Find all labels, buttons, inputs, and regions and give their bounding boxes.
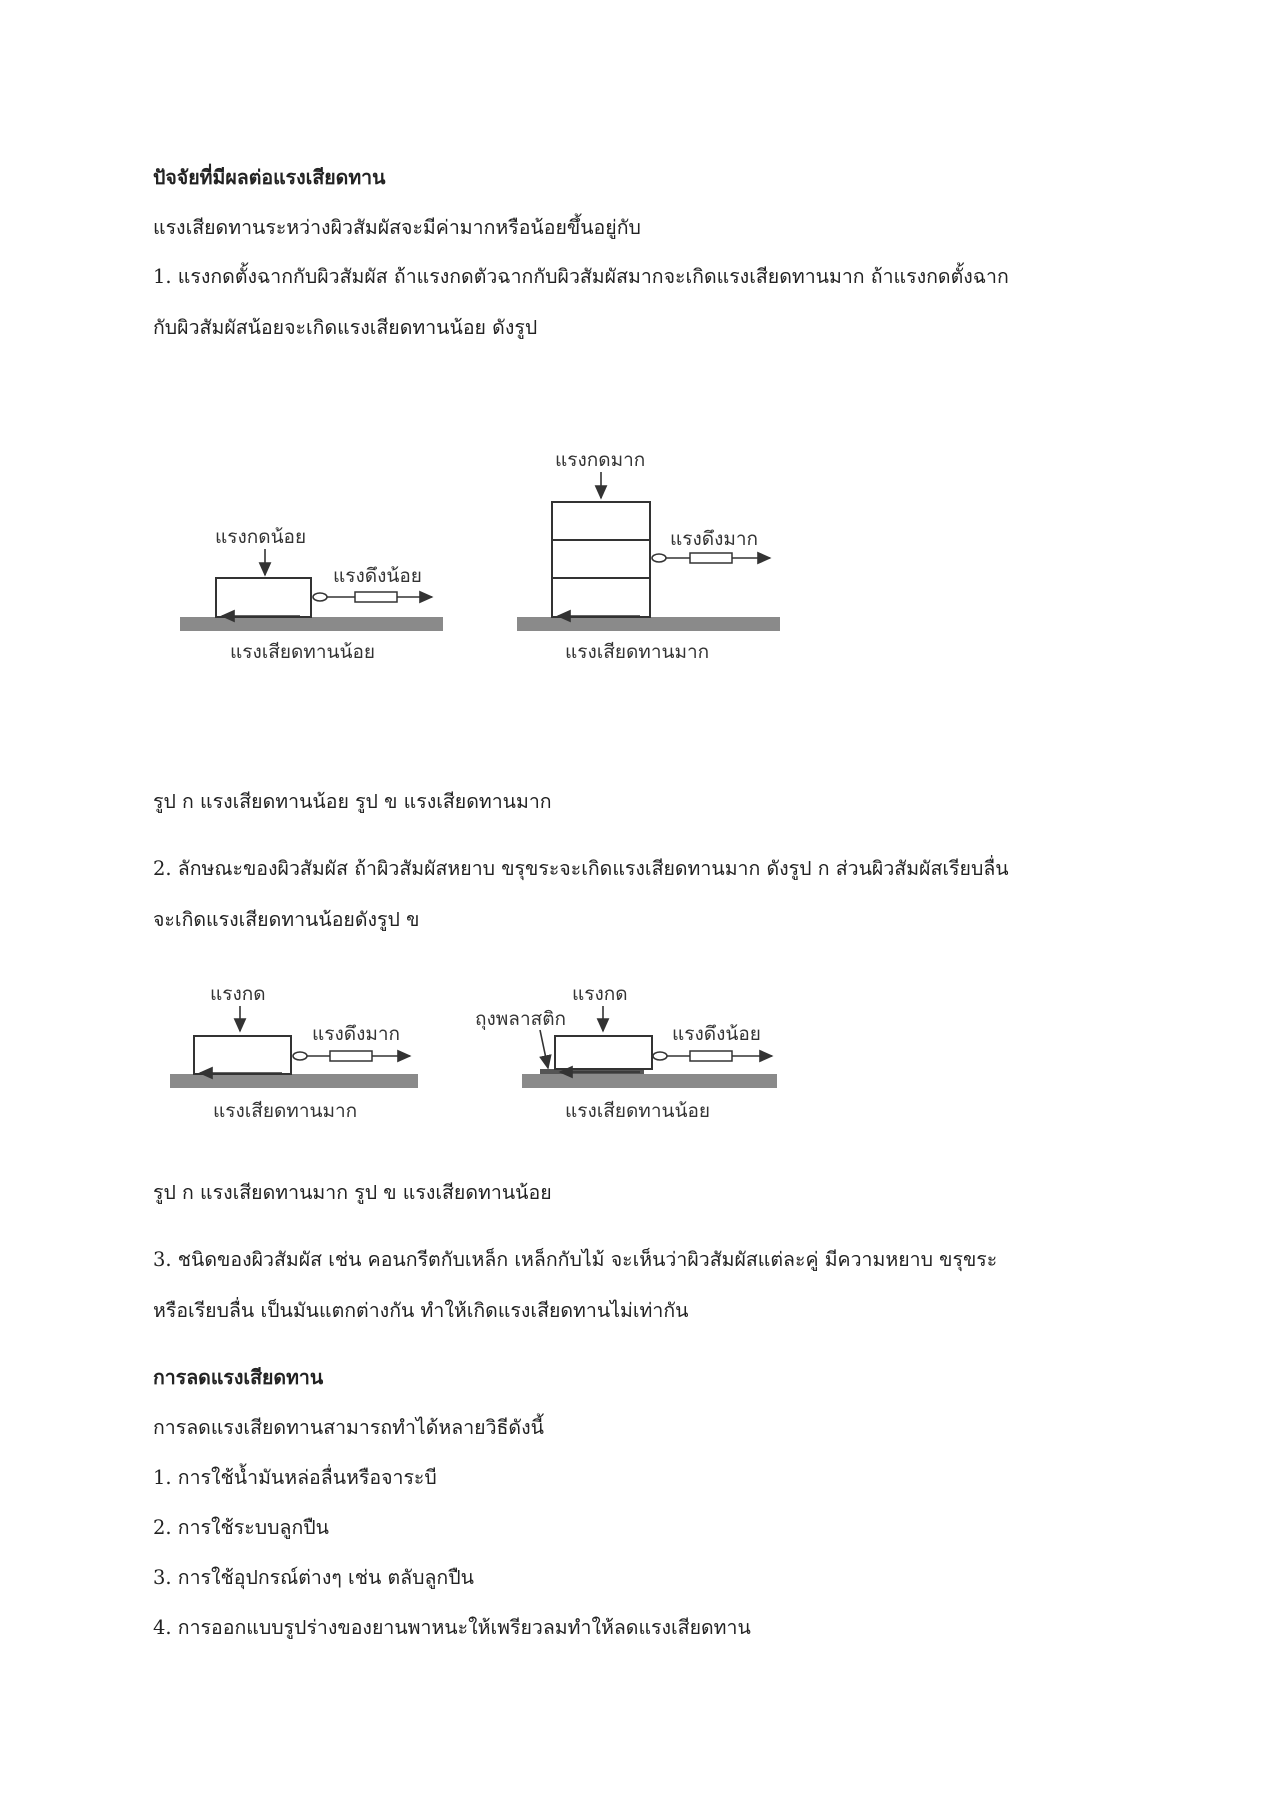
label-pull-small: แรงดึงน้อย — [333, 565, 422, 587]
ground-right — [517, 617, 780, 631]
item-3-line-1: 3. ชนิดของผิวสัมผัส เช่น คอนกรีตกับเหล็ก เหล็กกับไม้ จะเห็นว่าผิวสัมผัสแต่ละคู่ มีความหยาบ ขรุขระ — [153, 1248, 998, 1271]
item-1-line-1: 1. แรงกดตั้งฉากกับผิวสัมผัส ถ้าแรงกดตัวฉากกับผิวสัมผัสมากจะเกิดแรงเสียดทานมาก ถ้าแรงกดตั้งฉาก — [153, 265, 1009, 288]
caption-figure-2: รูป ก แรงเสียดทานมาก รูป ข แรงเสียดทานน้อย — [153, 1181, 552, 1204]
spring-scale-smooth — [653, 1051, 772, 1061]
spring-scale-rough — [293, 1051, 410, 1061]
ground-left — [180, 617, 443, 631]
block-left — [216, 578, 311, 617]
figure-2-surface-type — [0, 975, 1273, 1135]
section-2-intro: การลดแรงเสียดทานสามารถทำได้หลายวิธีดังนี้ — [153, 1416, 544, 1439]
label-friction-large: แรงเสียดทานมาก — [565, 641, 710, 663]
section-heading-reduce: การลดแรงเสียดทาน — [153, 1366, 324, 1389]
label-press-large: แรงกดมาก — [555, 449, 646, 471]
reduce-item-2: 2. การใช้ระบบลูกปืน — [153, 1516, 329, 1539]
reduce-item-1: 1. การใช้น้ำมันหล่อลื่นหรือจาระบี — [153, 1466, 437, 1489]
label-friction-small-2: แรงเสียดทานน้อย — [565, 1100, 711, 1122]
label-plastic-bag: ถุงพลาสติก — [475, 1008, 567, 1030]
reduce-item-4: 4. การออกแบบรูปร่างของยานพาหนะให้เพรียวลมทำให้ลดแรงเสียดทาน — [153, 1616, 751, 1639]
section-intro: แรงเสียดทานระหว่างผิวสัมผัสจะมีค่ามากหรือน้อยขึ้นอยู่กับ — [153, 216, 641, 239]
stacked-blocks — [552, 502, 650, 617]
label-pull-small-2: แรงดึงน้อย — [672, 1023, 761, 1045]
bag-pointer-arrow — [540, 1030, 548, 1068]
spring-scale-right — [652, 553, 770, 563]
ground-rough — [170, 1074, 418, 1088]
spring-scale-left — [313, 592, 432, 602]
item-2-line-1: 2. ลักษณะของผิวสัมผัส ถ้าผิวสัมผัสหยาบ ขรุขระจะเกิดแรงเสียดทานมาก ดังรูป ก ส่วนผิวสัมผัสเรียบลื่น — [153, 857, 1009, 880]
label-press-left: แรงกด — [210, 983, 266, 1005]
block-rough — [194, 1036, 291, 1074]
label-press-right: แรงกด — [572, 983, 628, 1005]
ground-smooth — [522, 1074, 777, 1088]
item-3-line-2: หรือเรียบลื่น เป็นมันแตกต่างกัน ทำให้เกิดแรงเสียดทานไม่เท่ากัน — [153, 1299, 689, 1322]
label-pull-large-2: แรงดึงมาก — [312, 1023, 401, 1045]
label-friction-large-2: แรงเสียดทานมาก — [213, 1100, 358, 1122]
figure-1-normal-force — [0, 430, 1273, 690]
section-heading-factors: ปัจจัยที่มีผลต่อแรงเสียดทาน — [153, 166, 386, 189]
item-2-line-2: จะเกิดแรงเสียดทานน้อยดังรูป ข — [153, 908, 420, 931]
block-smooth — [555, 1036, 652, 1069]
reduce-item-3: 3. การใช้อุปกรณ์ต่างๆ เช่น ตลับลูกปืน — [153, 1566, 474, 1589]
label-pull-large: แรงดึงมาก — [670, 528, 759, 550]
label-press-small: แรงกดน้อย — [215, 526, 307, 548]
item-1-line-2: กับผิวสัมผัสน้อยจะเกิดแรงเสียดทานน้อย ดังรูป — [153, 316, 538, 339]
caption-figure-1: รูป ก แรงเสียดทานน้อย รูป ข แรงเสียดทานมาก — [153, 790, 552, 813]
label-friction-small: แรงเสียดทานน้อย — [230, 641, 376, 663]
